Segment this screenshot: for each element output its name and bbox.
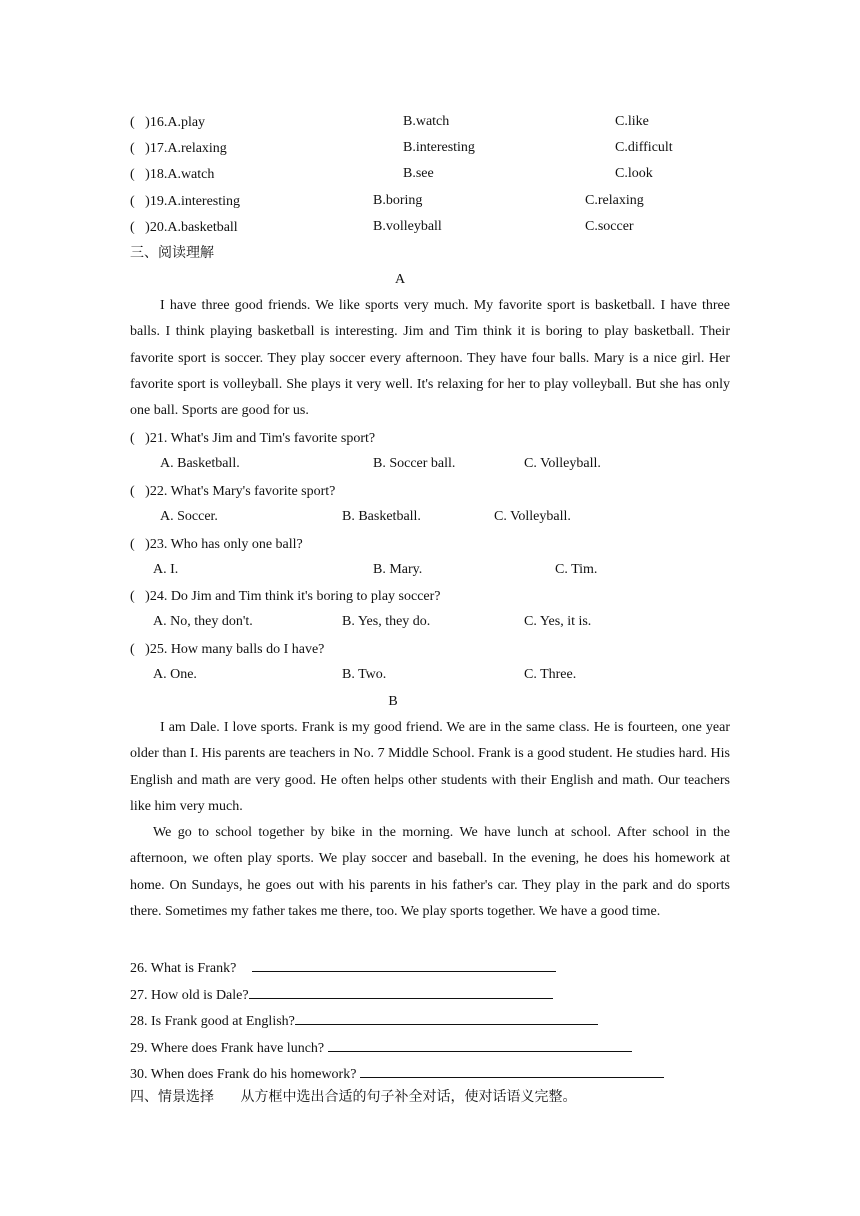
question-24: ( )24. Do Jim and Tim think it's boring to play soccer? [130, 589, 441, 604]
option-c: C. Volleyball. [524, 456, 601, 471]
option-b: B.interesting [403, 140, 475, 155]
passage-a-text: I have three good friends. We like sports very much. My favorite sport is basketball. I have three balls. I think playing basketball is interesting. Jim and Tim think it is boring to play basketball. Their favorite sport is soccer. They play soccer every afternoon. They have four balls. Mary is a nice girl. Her favorite sport is volleyball. She plays it very well. It's relaxing for her to play volleyball. But she has only one ball. Sports are good for us. [130, 298, 730, 419]
cloze-item-16 [130, 114, 205, 132]
option-c: C. Tim. [555, 562, 598, 577]
option-c: C.soccer [585, 219, 634, 234]
option-a: A.watch [167, 167, 215, 182]
question-number: ( )20. [130, 220, 168, 235]
question-number: ( )19. [130, 194, 168, 209]
question-30 [130, 1063, 664, 1084]
answer-blank[interactable] [328, 1037, 632, 1052]
option-c: C. Yes, it is. [524, 614, 592, 629]
option-a: A. One. [153, 667, 197, 682]
question-number: ( )16. [130, 115, 168, 130]
question-21: ( )21. What's Jim and Tim's favorite sport? [130, 431, 376, 446]
section-4-instruction: 从方框中选出合适的句子补全对话，使对话语义完整。 [240, 1089, 577, 1105]
question-text: 30. When does Frank do his homework? [130, 1067, 357, 1082]
section-title-situational [130, 1088, 576, 1106]
question-27 [130, 984, 553, 1005]
option-a: A.relaxing [167, 141, 227, 156]
option-c: C.relaxing [585, 193, 644, 208]
option-b: B.volleyball [373, 219, 442, 234]
answer-blank[interactable] [295, 1010, 598, 1025]
question-23: ( )23. Who has only one ball? [130, 537, 303, 552]
option-c: C. Three. [524, 667, 577, 682]
question-text: 29. Where does Frank have lunch? [130, 1041, 325, 1056]
option-b: B. Soccer ball. [373, 456, 456, 471]
option-b: B. Mary. [373, 562, 423, 577]
question-25: ( )25. How many balls do I have? [130, 642, 325, 657]
answer-blank[interactable] [360, 1063, 664, 1078]
passage-label-a: A [394, 272, 406, 287]
option-a: A.basketball [167, 220, 238, 235]
option-c: C.like [615, 114, 649, 129]
question-number: ( )18. [130, 167, 168, 182]
section-4-title: 四、情景选择 [130, 1089, 214, 1105]
question-26 [130, 957, 556, 978]
option-a: A. Basketball. [160, 456, 240, 471]
option-b: B.boring [373, 193, 423, 208]
option-a: A.play [167, 115, 206, 130]
option-c: C.look [615, 166, 653, 181]
passage-b-paragraph-1: I am Dale. I love sports. Frank is my good friend. We are in the same class. He is fourteen, one year older than I. His parents are teachers in No. 7 Middle School. Frank is a good student. He studies hard. His English and math are very good. He often helps other students with their English and math. Our teachers like him very much. [130, 720, 730, 814]
question-number: ( )17. [130, 141, 168, 156]
question-text: 26. What is Frank? [130, 961, 237, 976]
option-b: B. Yes, they do. [342, 614, 431, 629]
cloze-item-19 [130, 193, 240, 211]
option-b: B. Basketball. [342, 509, 421, 524]
question-29 [130, 1037, 632, 1058]
answer-blank[interactable] [249, 984, 553, 999]
question-28 [130, 1010, 598, 1031]
option-b: B.see [403, 166, 434, 181]
cloze-item-20 [130, 219, 238, 237]
option-a: A. Soccer. [160, 509, 218, 524]
option-a: A. I. [153, 562, 179, 577]
question-text: 27. How old is Dale? [130, 988, 249, 1003]
option-a: A.interesting [167, 194, 241, 209]
option-c: C.difficult [615, 140, 673, 155]
option-c: C. Volleyball. [494, 509, 571, 524]
answer-blank[interactable] [252, 957, 556, 972]
option-b: B. Two. [342, 667, 387, 682]
passage-b-paragraph-2: We go to school together by bike in the morning. We have lunch at school. After school in the afternoon, we often play sports. We play soccer and baseball. In the evening, he does his homework at home. On Sundays, he goes out with his parents in his father's car. They play in the park and do sports there. Sometimes my father takes me there, too. We play sports together. We have a good time. [130, 825, 730, 919]
option-b: B.watch [403, 114, 450, 129]
question-text: 28. Is Frank good at English? [130, 1014, 295, 1029]
passage-label-b: B [388, 694, 398, 709]
section-title-reading: 三、阅读理解 [130, 245, 214, 261]
question-22: ( )22. What's Mary's favorite sport? [130, 484, 336, 499]
option-a: A. No, they don't. [153, 614, 253, 629]
cloze-item-18 [130, 166, 214, 184]
cloze-item-17 [130, 140, 227, 158]
